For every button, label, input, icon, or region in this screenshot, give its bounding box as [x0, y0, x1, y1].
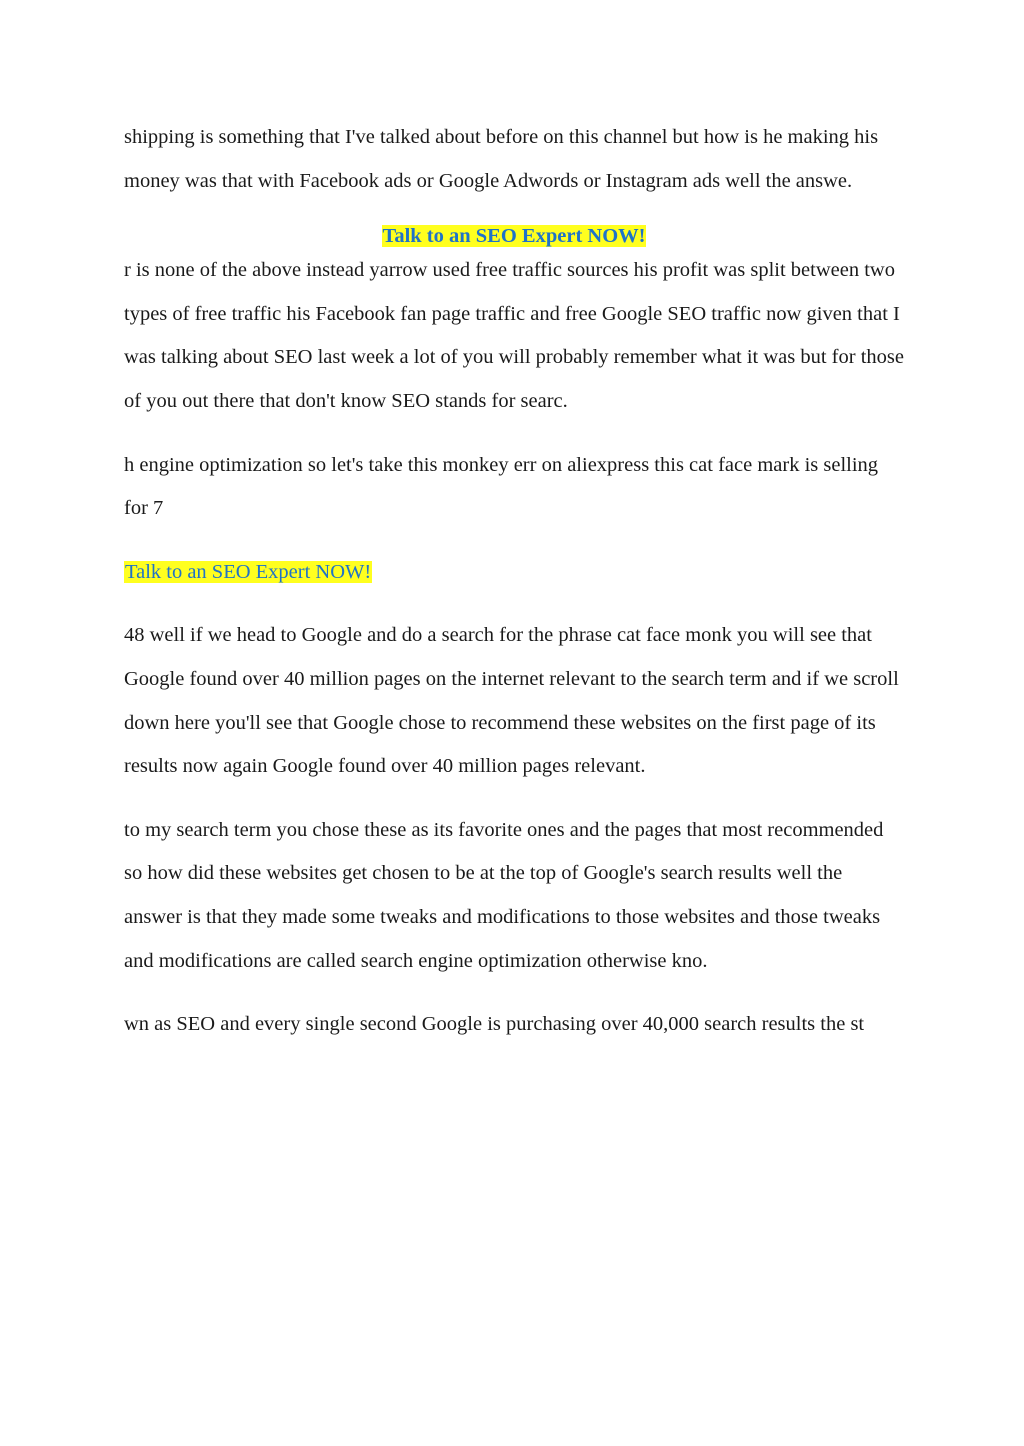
- paragraph-5: to my search term you chose these as its favorite ones and the pages that most recommended so how did these websites get chosen to be at the top of Google's search results well the answer is that they made some tweaks and modifications to those websites and those tweaks and modifications are called search engine optimization otherwise kno.: [124, 818, 884, 972]
- paragraph-1: shipping is something that I've talked about before on this channel but how is he making his money was that with Facebook ads or Google Adwords or Instagram ads well the answe.: [124, 126, 879, 192]
- paragraph-6: wn as SEO and every single second Google is purchasing over 40,000 search results the st: [124, 1013, 865, 1036]
- cta-heading-centered: [124, 223, 904, 249]
- seo-expert-link-1[interactable]: Talk to an SEO Expert NOW!: [382, 225, 646, 248]
- cta-line-left: [124, 551, 904, 595]
- paragraph-2: r is none of the above instead yarrow used free traffic sources his profit was split between two types of free traffic his Facebook fan page traffic and free Google SEO traffic now given that I was talking about SEO last week a lot of you will probably remember what it was but for those of you out there that don't know SEO stands for searc.: [124, 259, 904, 412]
- seo-expert-link-2[interactable]: Talk to an SEO Expert NOW!: [125, 560, 372, 583]
- document-body: [124, 116, 904, 1047]
- paragraph-4: 48 well if we head to Google and do a search for the phrase cat face monk you will see that Google found over 40 million pages on the internet relevant to the search term and if we scroll down here you'll see that Google chose to recommend these websites on the first page of its results now again Google found over 40 million pages relevant.: [124, 624, 899, 778]
- paragraph-3: h engine optimization so let's take this monkey err on aliexpress this cat face mark is selling for 7: [124, 453, 879, 520]
